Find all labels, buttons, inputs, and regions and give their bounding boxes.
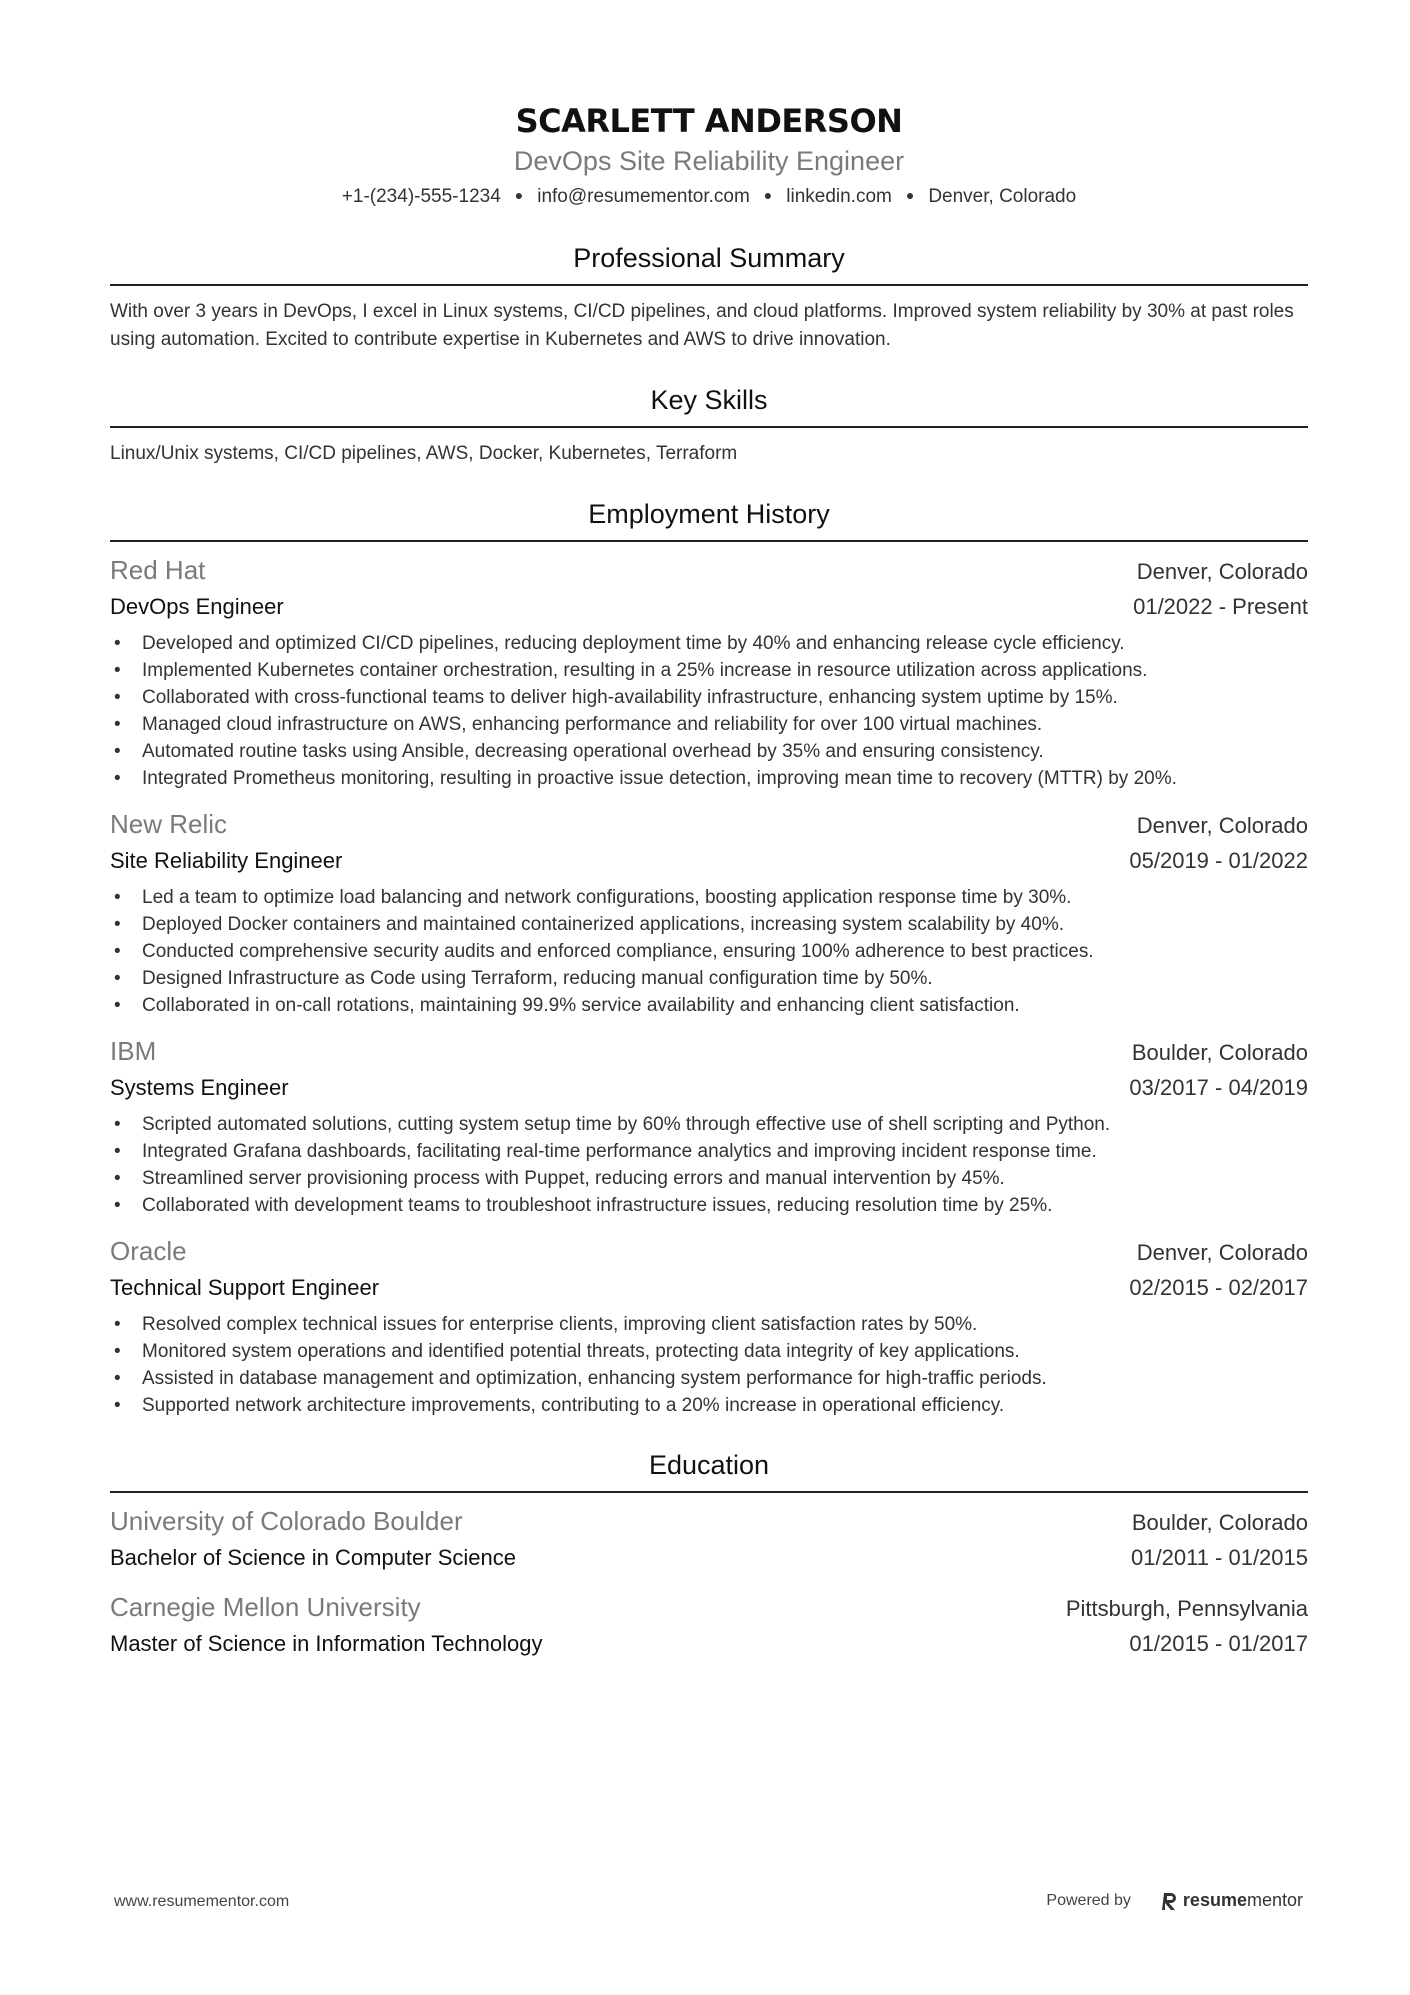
job-header-row	[110, 1233, 1308, 1271]
job-bullet: • Managed cloud infrastructure on AWS, enhancing performance and reliability for over 100 virtual machines.	[110, 711, 1308, 738]
job-header-row	[110, 1033, 1308, 1071]
job-bullet: • Automated routine tasks using Ansible, decreasing operational overhead by 35% and ensuring consistency.	[110, 738, 1308, 765]
school-location: Boulder, Colorado	[1131, 1510, 1308, 1535]
job-dates: 01/2022 - Present	[1133, 594, 1308, 619]
school-name: Carnegie Mellon University	[110, 1592, 421, 1622]
footer-website[interactable]: www.resumementor.com	[114, 1893, 290, 1910]
degree-name: Bachelor of Science in Computer Science	[110, 1545, 516, 1570]
job-role-row	[110, 844, 1308, 878]
education-section	[110, 1447, 1308, 1661]
school-location: Pittsburgh, Pennsylvania	[1065, 1596, 1308, 1621]
job-bullet: • Integrated Grafana dashboards, facilitating real-time performance analytics and improving incident response time.	[110, 1138, 1308, 1165]
contact-separator: ●	[514, 187, 524, 203]
job-location: Denver, Colorado	[1136, 1240, 1308, 1265]
job-role: Systems Engineer	[110, 1075, 289, 1100]
contact-separator: ●	[763, 187, 773, 203]
job-entry	[110, 806, 1308, 1019]
job-bullet: • Resolved complex technical issues for enterprise clients, improving client satisfaction rates by 50%.	[110, 1311, 1308, 1338]
job-bullet: • Integrated Prometheus monitoring, resulting in proactive issue detection, improving mean time to recovery (MTTR) by 20%.	[110, 765, 1308, 792]
job-entry	[110, 1233, 1308, 1419]
job-location: Denver, Colorado	[1136, 559, 1308, 584]
contact-line	[110, 180, 1308, 212]
resume-page	[110, 98, 1308, 1661]
contact-linkedin[interactable]: linkedin.com	[786, 186, 892, 207]
summary-section	[110, 240, 1308, 354]
job-dates: 02/2015 - 02/2017	[1129, 1275, 1308, 1300]
footer-branding	[1046, 1890, 1303, 1911]
job-list	[110, 552, 1308, 1419]
job-role: Technical Support Engineer	[110, 1275, 380, 1300]
logo-text-bold: resume	[1182, 1890, 1247, 1910]
contact-separator: ●	[905, 187, 915, 203]
job-role: DevOps Engineer	[110, 594, 284, 619]
employment-section	[110, 496, 1308, 1419]
contact-location: Denver, Colorado	[928, 186, 1077, 207]
education-dates: 01/2015 - 01/2017	[1129, 1631, 1308, 1656]
job-bullet: • Led a team to optimize load balancing and network configurations, boosting application response time by 30%.	[110, 884, 1308, 911]
education-header-row	[110, 1589, 1308, 1627]
job-bullets	[110, 884, 1308, 1019]
job-role-row	[110, 1071, 1308, 1105]
job-bullets	[110, 1311, 1308, 1419]
education-entry	[110, 1503, 1308, 1575]
education-degree-row	[110, 1627, 1308, 1661]
candidate-title: DevOps Site Reliability Engineer	[513, 146, 905, 176]
job-bullet: • Scripted automated solutions, cutting system setup time by 60% through effective use of shell scripting and Python.	[110, 1111, 1308, 1138]
job-bullets	[110, 1111, 1308, 1219]
job-role-row	[110, 1271, 1308, 1305]
summary-text: With over 3 years in DevOps, I excel in Linux systems, CI/CD pipelines, and cloud platforms. Improved system reliability by 30% at past roles using automation. Excited to contribute expertise in Kubernetes and AWS to drive innovation.	[110, 301, 1294, 350]
job-location: Denver, Colorado	[1136, 813, 1308, 838]
job-header-row	[110, 552, 1308, 590]
resume-header	[110, 98, 1308, 212]
company-name: Oracle	[110, 1236, 187, 1266]
job-bullets	[110, 630, 1308, 792]
company-name: IBM	[110, 1036, 157, 1066]
company-name: Red Hat	[110, 555, 206, 585]
job-bullet: • Implemented Kubernetes container orchestration, resulting in a 25% increase in resource utilization across applications.	[110, 657, 1308, 684]
education-header-row	[110, 1503, 1308, 1541]
section-heading: Education	[110, 1447, 1308, 1493]
job-bullet: • Developed and optimized CI/CD pipelines, reducing deployment time by 40% and enhancing release cycle efficiency.	[110, 630, 1308, 657]
school-name: University of Colorado Boulder	[110, 1506, 463, 1536]
job-bullet: • Conducted comprehensive security audits and enforced compliance, ensuring 100% adherence to best practices.	[110, 938, 1308, 965]
section-heading: Professional Summary	[110, 240, 1308, 286]
powered-by-label: Powered by	[1046, 1891, 1131, 1909]
job-bullet: • Deployed Docker containers and maintained containerized applications, increasing system scalability by 40%.	[110, 911, 1308, 938]
resumementor-logo[interactable]	[1161, 1890, 1303, 1911]
job-role-row	[110, 590, 1308, 624]
degree-name: Master of Science in Information Technology	[110, 1631, 543, 1656]
job-dates: 03/2017 - 04/2019	[1129, 1075, 1308, 1100]
job-bullet: • Streamlined server provisioning process with Puppet, reducing errors and manual intervention by 45%.	[110, 1165, 1308, 1192]
contact-email[interactable]: info@resumementor.com	[537, 186, 750, 207]
education-list	[110, 1503, 1308, 1661]
education-entry	[110, 1589, 1308, 1661]
job-bullet: • Collaborated in on-call rotations, maintaining 99.9% service availability and enhancing client satisfaction.	[110, 992, 1308, 1019]
candidate-name: SCARLETT ANDERSON	[515, 102, 903, 140]
job-bullet: • Supported network architecture improvements, contributing to a 20% increase in operational efficiency.	[110, 1392, 1308, 1419]
section-heading: Employment History	[110, 496, 1308, 542]
job-bullet: • Collaborated with development teams to troubleshoot infrastructure issues, reducing resolution time by 25%.	[110, 1192, 1308, 1219]
job-dates: 05/2019 - 01/2022	[1129, 848, 1308, 873]
job-role: Site Reliability Engineer	[110, 848, 343, 873]
job-bullet: • Monitored system operations and identified potential threats, protecting data integrity of key applications.	[110, 1338, 1308, 1365]
section-heading: Key Skills	[110, 382, 1308, 428]
skills-text: Linux/Unix systems, CI/CD pipelines, AWS, Docker, Kubernetes, Terraform	[110, 443, 738, 464]
job-bullet: • Designed Infrastructure as Code using Terraform, reducing manual configuration time by 50%.	[110, 965, 1308, 992]
job-entry	[110, 552, 1308, 792]
job-location: Boulder, Colorado	[1131, 1040, 1308, 1065]
job-header-row	[110, 806, 1308, 844]
education-degree-row	[110, 1541, 1308, 1575]
skills-section	[110, 382, 1308, 468]
job-bullet: • Collaborated with cross-functional teams to deliver high-availability infrastructure, enhancing system uptime by 15%.	[110, 684, 1308, 711]
company-name: New Relic	[110, 809, 228, 839]
resumementor-logo-icon	[1161, 1891, 1179, 1911]
job-entry	[110, 1033, 1308, 1219]
job-bullet: • Assisted in database management and optimization, enhancing system performance for high-traffic periods.	[110, 1365, 1308, 1392]
logo-text: mentor	[1246, 1890, 1303, 1910]
contact-phone: +1-(234)-555-1234	[341, 186, 501, 207]
education-dates: 01/2011 - 01/2015	[1131, 1545, 1308, 1570]
